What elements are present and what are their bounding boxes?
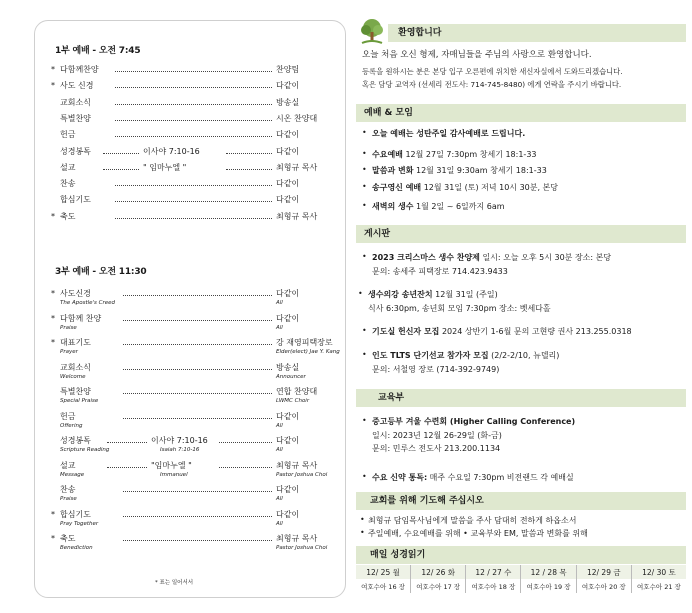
service1-row [51,146,336,158]
leader-dots [115,87,272,88]
bullet: • [362,350,367,359]
stand-marker: * [51,289,55,298]
service-item-detail-english: Immanuel [160,471,188,478]
service-item-leader-english: Elder(elect) Jae Y. Kang [276,349,340,355]
leader-dots [123,491,272,492]
service-item-leader: 최형규 목사 [276,162,318,172]
service1-row [51,113,336,125]
leader-dots [219,467,272,468]
service-item-leader: 다같이 [276,509,300,519]
service-item-english: Offering [60,422,83,429]
worship-item-detail: 12월 27일 7:30pm 창세기 18:1-33 [402,150,537,159]
service-item-leader-english: Announcer [276,373,306,380]
service-item-detail-english: Isaiah 7:10-16 [160,447,200,453]
service-item-name: 교회소식 [60,362,91,372]
leader-dots [123,393,272,394]
leader-dots [115,136,272,137]
edu-item-title: 수요 신약 통독: [372,473,428,482]
service1-row [51,80,336,92]
service-item-leader: 최형규 목사 [276,534,318,543]
stand-marker: * [51,313,55,323]
service3-row [51,288,336,300]
stand-marker: * [51,509,55,519]
service-item-name: 다함께찬양 [60,65,99,74]
board-item-title: 기도실 헌신자 모집 [372,327,440,336]
service-item-detail: " 임마누엘 " [143,162,187,172]
service-item-leader-english: All [276,324,283,331]
worship-item-detail: 12월 31일 9:30am 창세기 18:1-33 [413,166,547,175]
bible-date-cell: 12 / 27 수 [466,565,521,579]
worship-item-title: 수요예배 [372,150,403,159]
board-item-line2: 문의: 서철영 장로 (714-392-9749) [372,365,500,374]
service1-row [51,97,336,109]
service-item-leader: 다같이 [276,485,300,494]
service3-row [51,435,336,447]
bible-date-cell: 12/ 29 금 [576,565,631,579]
leader-dots [115,120,272,121]
board-header: 게시판 [356,225,686,243]
worship-item-title: 송구영신 예배 [372,183,422,192]
service-item-name: 합심기도 [60,509,91,519]
service-item-name: 찬송 [60,485,76,494]
service-item-leader-english: All [276,422,283,429]
bible-book-cell: 여호수아 20 장 [576,579,631,593]
stand-marker: * [51,211,55,221]
service-item-detail: "임마누엘 " [151,460,192,470]
service-item-leader-english: LWMC Choir [276,398,310,404]
board-item [368,289,498,300]
service-item-english: Praise [60,496,77,502]
service-item-name: 대표기도 [60,338,91,347]
leader-dots [115,201,272,202]
service-item-english: Message [60,471,85,478]
service-item-name: 성경봉독 [60,146,91,156]
service-item-leader: 최형규 목사 [276,460,318,470]
leader-dots [123,516,272,517]
board-item-title: 생수의강 송년잔치 [368,290,433,299]
bullet: • [362,201,367,210]
service-item-leader: 시온 찬양대 [276,113,318,123]
leader-dots [115,104,272,105]
leader-dots [123,369,272,370]
worship-item-title: 새벽의 생수 [372,202,414,211]
service-item-name: 특별찬양 [60,387,91,396]
service-item-leader-english: All [276,496,283,502]
service-item-name: 특별찬양 [60,113,91,123]
service-item-name: 찬송 [60,179,76,189]
leader-dots [226,153,272,154]
service-item-name: 다함께 찬양 [60,313,102,323]
service-item-leader: 찬양팀 [276,65,300,74]
leader-dots [123,295,272,296]
worship-item [372,165,547,176]
bullet: • [358,289,363,298]
leader-dots [103,153,139,154]
service-item-leader: 다같이 [276,313,300,323]
bullet: • [362,416,367,425]
bible-books-row [356,579,686,593]
service1-row [51,194,336,206]
bullet: • [360,528,365,537]
leader-dots [115,71,272,72]
leader-dots [103,169,139,170]
board-item-detail: 일시: 오늘 오후 5시 30분 장소: 본당 [479,253,612,262]
board-item-detail: (2/2-2/10, 뉴델리) [488,351,560,360]
standing-footnote: * 표는 일어서서 [155,580,194,586]
service-item-name: 설교 [60,460,76,470]
service-item-leader: 다같이 [276,289,300,298]
worship-item-title: 오늘 예배는 성탄주일 감사예배로 드립니다. [372,129,526,138]
bible-date-cell: 12/ 30 토 [631,565,686,579]
service3-row [51,411,336,423]
stand-marker: * [51,65,55,74]
service-item-english: Welcome [60,373,86,380]
tree-logo-icon [358,18,386,46]
welcome-line-1: 오늘 처음 오신 형제, 자매님들을 주님의 사랑으로 환영합니다. [362,50,592,60]
service3-row [51,386,336,398]
service-item-leader-english: All [276,300,283,306]
service-item-english: The Apostle's Creed [60,300,116,306]
worship-header: 예배 & 모임 [356,104,686,122]
edu-item-detail: 매주 수요일 7:30pm 비전랜드 각 예배실 [427,473,574,482]
service-item-name: 헌금 [60,130,76,140]
welcome-line-2: 등록을 원하시는 분은 본당 입구 오른편에 위치한 새신자실에서 도와드리겠습니다. [362,67,623,76]
board-item [372,252,611,263]
bullet: • [362,326,367,335]
service3-row [51,509,336,521]
worship-item-title: 말씀과 변화 [372,166,414,175]
bible-book-cell: 여호수아 17 장 [411,579,466,593]
worship-item [372,128,525,139]
service1-row [51,129,336,141]
service-item-leader-english: Pastor Joshua Choi [276,545,328,551]
service-item-detail: 이사야 7:10-16 [143,146,200,156]
service3-row [51,533,336,545]
service-item-leader: 다같이 [276,411,300,421]
service-item-english: Special Praise [60,398,99,404]
service3-row [51,484,336,496]
service1-row [51,64,336,76]
board-item-detail: 2024 상반기 1-6월 문의 고현량 권사 213.255.0318 [439,327,632,336]
worship-item [372,201,505,212]
board-item-line2: 식사 6:30pm, 송년회 모임 7:30pm 장소: 벳세다홀 [368,304,551,313]
service-item-english: Praise [60,324,77,331]
service-item-english: Benediction [60,545,93,551]
bullet: • [362,165,367,174]
prayer-header: 교회를 위해 기도해 주십시오 [356,492,686,510]
leader-dots [115,218,272,219]
service-item-leader: 방송실 [276,97,300,107]
service1-row [51,178,336,190]
bullet: • [360,515,365,524]
service3-row [51,337,336,349]
bible-reading-header: 매일 성경읽기 [356,546,686,564]
service-item-leader: 다같이 [276,195,300,205]
worship-item-detail: 12월 31일 (토) 저녁 10시 30분, 본당 [421,183,559,192]
service-item-leader: 방송실 [276,362,300,372]
edu-item-line2: 일시: 2023년 12월 26-29일 (화-금) [372,431,502,440]
service-item-name: 설교 [60,162,76,172]
service-item-name: 축도 [60,211,76,221]
service1-row [51,211,336,223]
bible-book-cell: 여호수아 19 장 [521,579,576,593]
stand-marker: * [51,81,55,91]
welcome-header: 환영합니다 [388,24,686,42]
service-item-leader: 다같이 [276,179,300,189]
service1-title: 1부 예배 - 오전 7:45 [55,46,141,56]
service-item-english: Pray Together [60,520,99,527]
board-item-title: 인도 TLTS 단기선교 참가자 모집 [372,351,489,360]
bible-book-cell: 여호수아 16 장 [356,579,411,593]
service-item-name: 성경봉독 [60,436,91,445]
stand-marker: * [51,338,55,347]
board-item-line2: 문의: 송세주 피택장로 714.423.9433 [372,267,508,276]
worship-item [372,149,537,160]
board-item-title: 2023 크리스마스 생수 찬양제 [372,253,480,262]
service3-row [51,460,336,472]
board-item [372,326,632,337]
service3-title: 3부 예배 - 오전 11:30 [55,267,147,277]
bullet: • [362,252,367,261]
board-item-detail: 12월 31일 (주일) [432,290,498,299]
service-item-name: 사도신경 [60,289,91,298]
bible-book-cell: 여호수아 18 장 [466,579,521,593]
bullet: • [362,128,367,137]
service-item-leader-english: All [276,520,283,527]
service-item-leader: 다같이 [276,146,300,156]
leader-dots [123,320,272,321]
worship-item-detail: 1월 2일 ~ 6일까지 6am [413,202,505,211]
bullet: • [362,149,367,158]
service-item-leader: 다같이 [276,130,300,140]
leader-dots [107,467,147,468]
edu-item-line3: 문의: 민루스 전도사 213.200.1134 [372,444,501,453]
leader-dots [123,540,272,541]
service-item-detail: 이사야 7:10-16 [151,436,208,445]
bible-date-cell: 12 / 28 목 [521,565,576,579]
edu-item [372,472,574,483]
service-item-leader: 최형규 목사 [276,211,318,221]
bible-dates-row [356,565,686,579]
service-item-name: 교회소식 [60,97,91,107]
service-item-name: 합심기도 [60,195,91,205]
bible-book-cell: 여호수아 21 장 [637,582,681,591]
edu-item-title: 중고등부 겨울 수련회 (Higher Calling Conference) [372,417,576,426]
bullet: • [362,182,367,191]
service-item-leader: 다같이 [276,81,300,91]
service-item-english: Prayer [60,349,78,355]
service3-row [51,313,336,325]
stand-marker: * [51,534,55,543]
service-item-leader-english: Pastor Joshua Choi [276,471,328,478]
board-item [372,350,559,361]
service-item-leader-english: All [276,447,283,453]
service3-row [51,362,336,374]
service-item-leader: 연합 찬양대 [276,387,318,396]
leader-dots [123,418,272,419]
service-item-leader: 강 재영피택장로 [276,338,333,347]
prayer-item: 주일예배, 수요예배를 위해 • 교육부와 EM, 말씀과 변화를 위해 [368,529,588,538]
worship-item [372,182,558,193]
service1-row [51,162,336,174]
service-item-leader: 다같이 [276,436,300,445]
leader-dots [226,169,272,170]
service-item-name: 사도 신경 [60,81,94,91]
bible-date-cell: 12/ 26 화 [411,565,466,579]
education-header: 교육부 [356,389,686,407]
bullet: • [362,472,367,481]
leader-dots [115,185,272,186]
service-item-name: 헌금 [60,411,76,421]
prayer-item: 최형규 담임목사님에게 말씀을 주사 담대히 전하게 하옵소서 [368,516,577,525]
leader-dots [123,344,272,345]
welcome-line-3: 혹은 담당 교역자 (선세리 전도사: 714-745-8480) 에게 연락을 주시기 바랍니다. [362,80,622,89]
leader-dots [219,442,272,443]
order-of-worship-panel [34,20,346,598]
leader-dots [107,442,147,443]
service-item-name: 축도 [60,534,76,543]
bible-reading-table [356,565,686,593]
service-item-english: Scripture Reading [60,447,110,453]
bible-date-cell: 12/ 25 월 [356,565,411,579]
